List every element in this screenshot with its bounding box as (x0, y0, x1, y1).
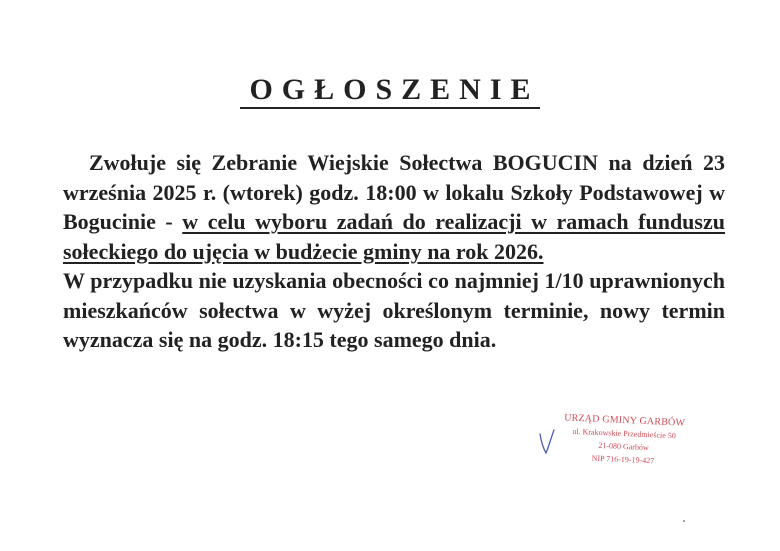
meeting-purpose-underlined: w celu wyboru zadań do realizacji w ramach funduszu sołeckiego do ujęcia w budżecie gminy na rok 2026. (63, 209, 725, 264)
stamp-tax-id: NIP 716-19-19-427 (591, 453, 655, 466)
signature-check-stroke (540, 430, 554, 453)
paragraph-quorum-notice: W przypadku nie uzyskania obecności co najmniej 1/10 uprawnionych mieszkańców sołectwa w wyżej określonym terminie, nowy termin wyznacza się na godz. 18:15 tego samego dnia. (63, 268, 725, 352)
paragraph-meeting-notice (63, 148, 725, 266)
stamp-street: ul. Krakowskie Przedmieście 50 (572, 426, 676, 441)
announcement-body (63, 148, 725, 355)
announcement-title (0, 70, 780, 110)
stamp-office-name: URZĄD GMINY GARBÓW (563, 412, 686, 429)
office-stamp (553, 411, 695, 469)
announcement-title-text: OGŁOSZENIE (240, 73, 539, 109)
meeting-details-text: Zwołuje się Zebranie Wiejskie Sołectwa BOGUCIN na dzień 23 września 2025 r. (wtorek) godz. 18:00 w lokalu Szkoły Podstawowej w Bogucinie - (63, 150, 725, 234)
stamp-postal-code: 21-080 Garbów (598, 440, 649, 453)
signature-check-mark (536, 428, 558, 456)
page-speck (683, 520, 685, 522)
